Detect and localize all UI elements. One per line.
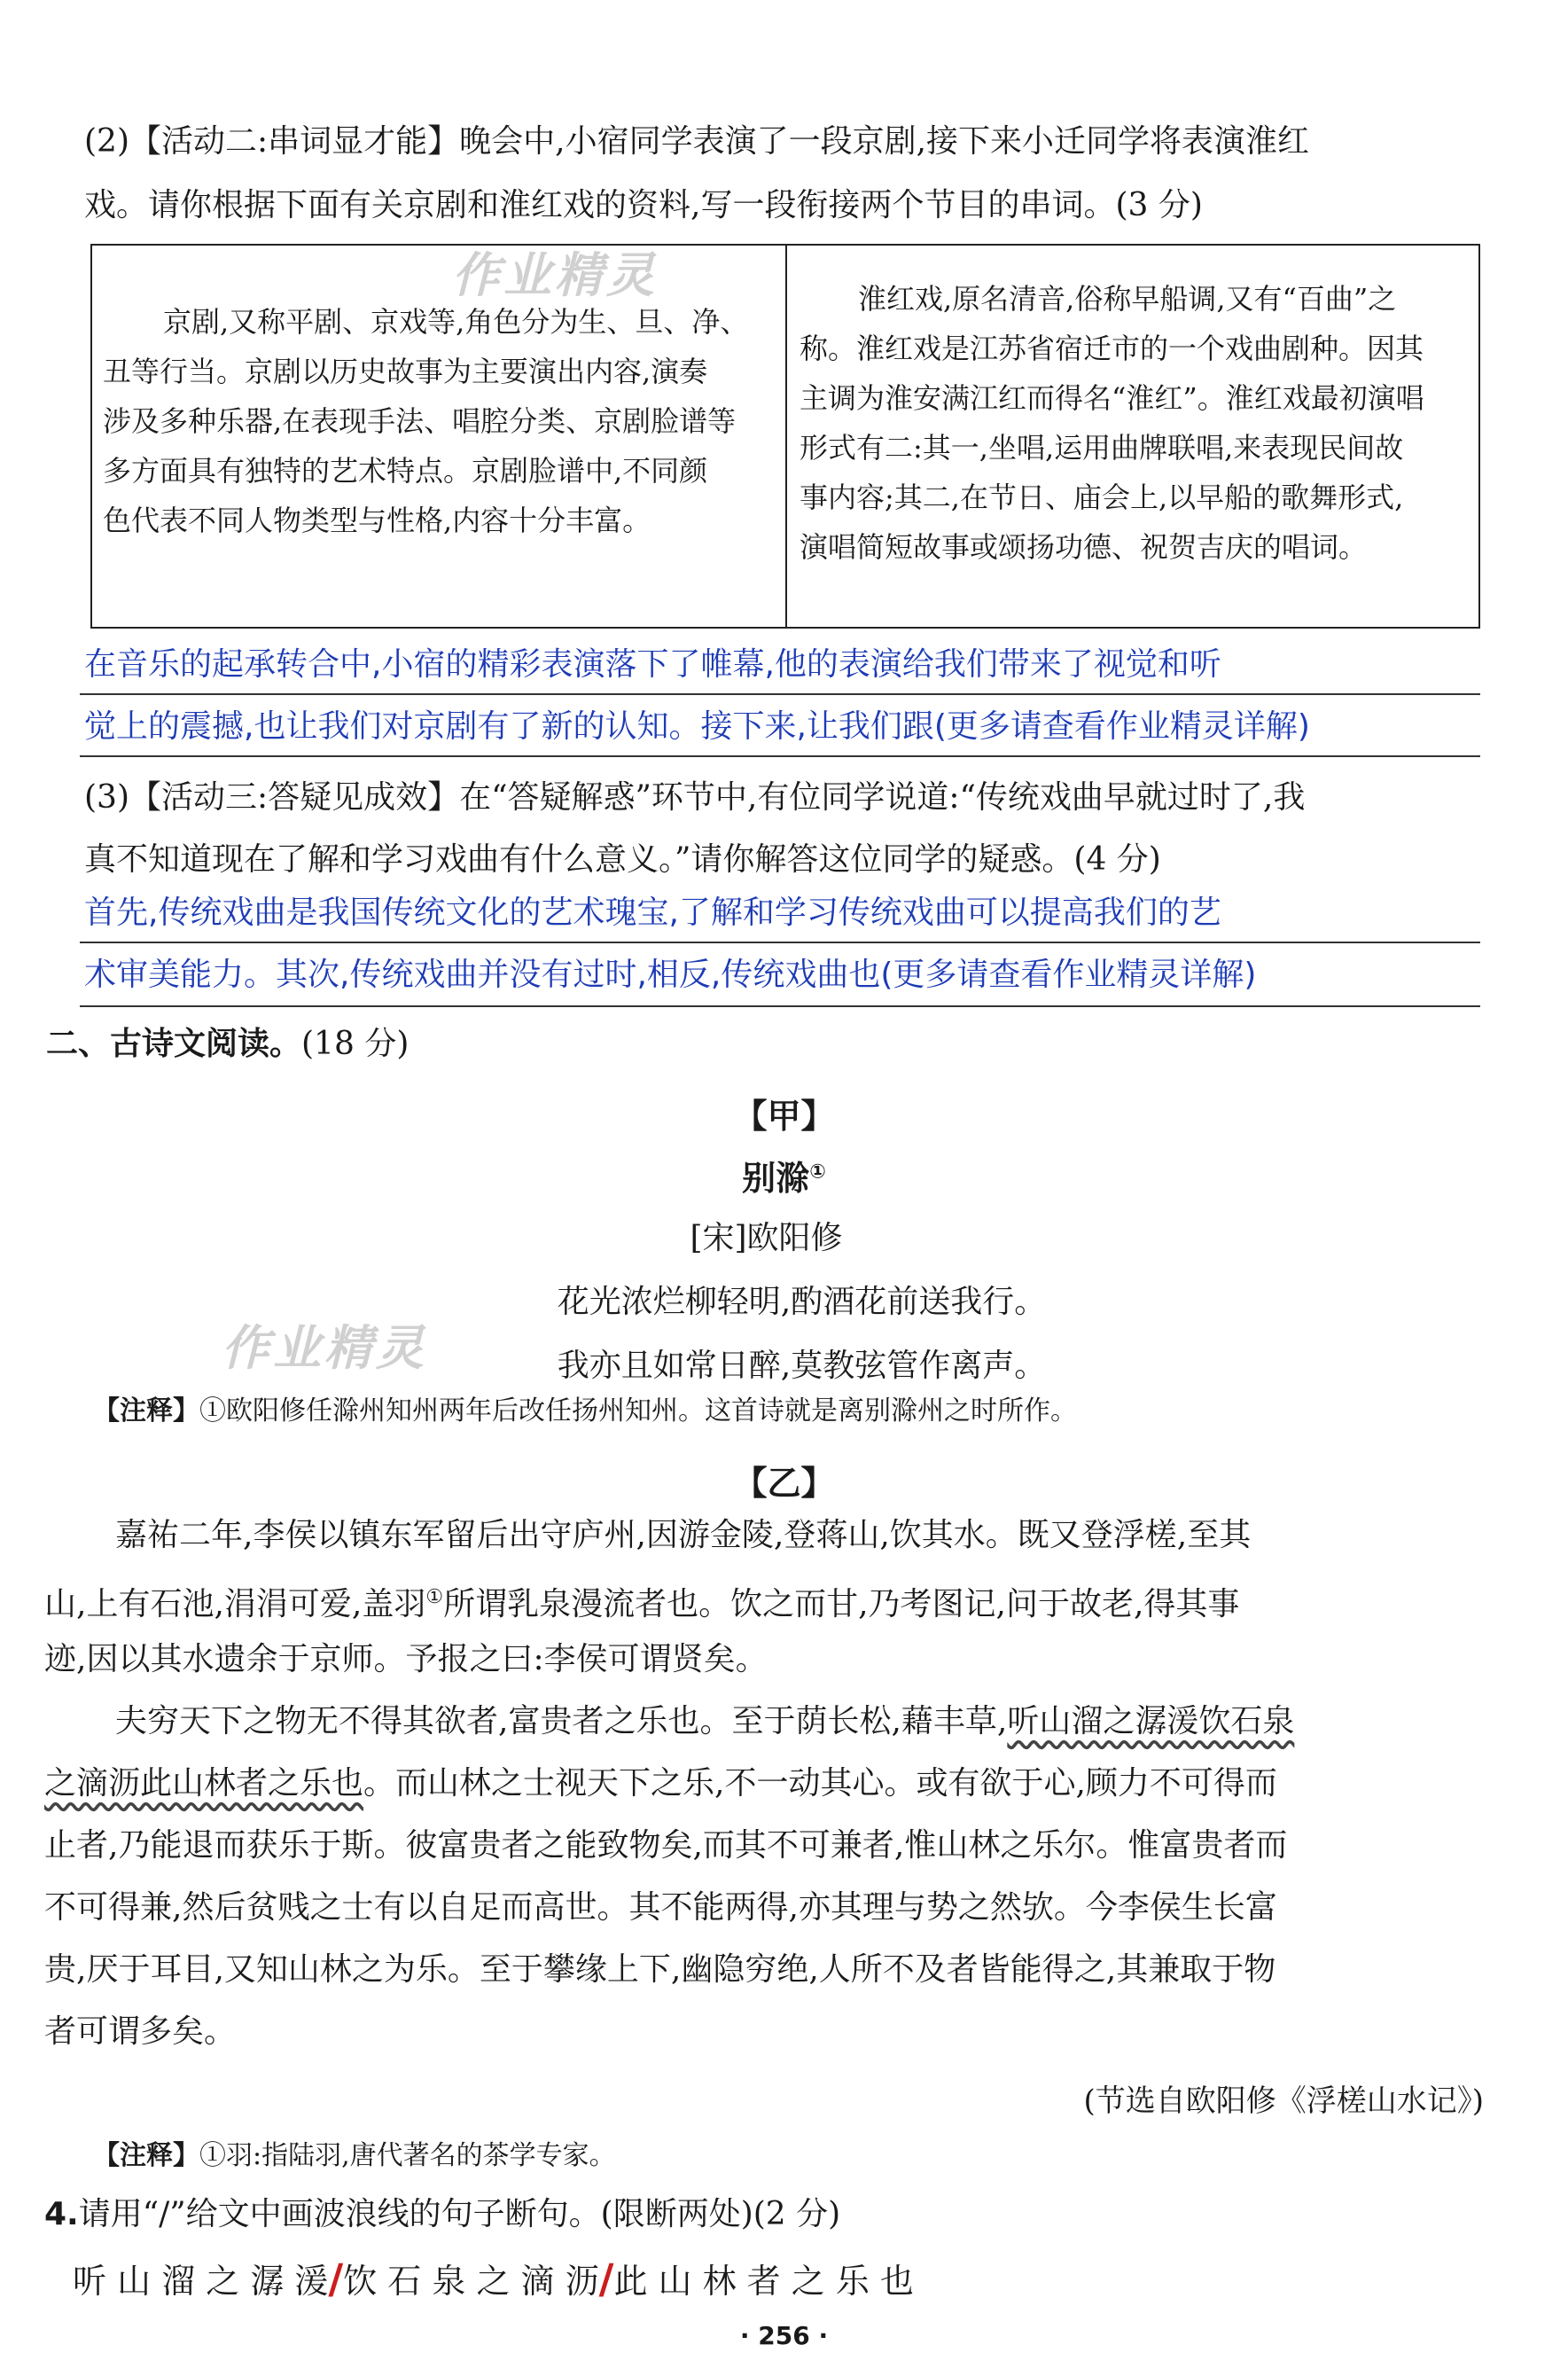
q3-answer-line2: 术审美能力。其次,传统戏曲并没有过时,相反,传统戏曲也(更多请查看作业精灵详解) xyxy=(84,957,1257,993)
break-mark: / xyxy=(598,2255,614,2302)
left-cell-line: 京剧,又称平剧、京戏等,角色分为生、旦、净、 xyxy=(163,305,749,339)
q3-prompt-line2: 真不知道现在了解和学习戏曲有什么意义。”请你解答这位同学的疑惑。(4 分) xyxy=(84,841,1161,878)
q3-prompt-line1: (3)【活动三:答疑见成效】在“答疑解惑”环节中,有位同学说道:“传统戏曲早就过时了,我 xyxy=(84,779,1306,816)
right-cell-line: 淮红戏,原名清音,俗称早船调,又有“百曲”之 xyxy=(858,282,1397,316)
watermark: 作业精灵 xyxy=(452,247,658,303)
answer-rule xyxy=(80,755,1480,757)
q4-number: 4. xyxy=(44,2196,79,2232)
right-cell-line: 称。淮红戏是江苏省宿迁市的一个戏曲剧种。因其 xyxy=(800,332,1424,365)
note-label: 【注释】 xyxy=(93,1395,199,1426)
watermark: 作业精灵 xyxy=(222,1320,427,1376)
poem-author: [宋]欧阳修 xyxy=(690,1220,843,1256)
yi-p2-line5: 贵,厌于耳目,又知山林之为乐。至于攀缘上下,幽隐穷绝,人所不及者皆能得之,其兼取于物 xyxy=(44,1951,1276,1988)
q4-text: 请用“/”给文中画波浪线的句子断句。(限断两处)(2 分) xyxy=(78,2196,841,2232)
huaihong-opera-cell xyxy=(787,274,1477,572)
poem-line2: 我亦且如常日醉,莫教弦管作离声。 xyxy=(557,1348,1047,1384)
yi-p1-line2-a: 山,上有石池,涓涓可爱,盖羽 xyxy=(44,1586,426,1622)
yi-p2-line6: 者可谓多矣。 xyxy=(44,2013,237,2050)
yi-note xyxy=(93,2138,616,2174)
right-cell-line: 事内容;其二,在节日、庙会上,以早船的歌舞形式, xyxy=(800,481,1404,514)
poem-note-mark: ① xyxy=(809,1161,826,1184)
q3-answer-line1: 首先,传统戏曲是我国传统文化的艺术瑰宝,了解和学习传统戏曲可以提高我们的艺 xyxy=(84,895,1221,931)
yi-p1-line1: 嘉祐二年,李侯以镇东军留后出守庐州,因游金陵,登蒋山,饮其水。既又登浮槎,至其 xyxy=(115,1517,1252,1553)
left-cell-line: 丑等行当。京剧以历史故事为主要演出内容,演奏 xyxy=(103,355,708,388)
q4-answer-part1: 听 山 溜 之 潺 湲 xyxy=(73,2262,329,2301)
yi-label: 【乙】 xyxy=(733,1464,835,1503)
yi-note-mark: ① xyxy=(425,1586,444,1608)
yi-p2-line2 xyxy=(44,1766,1277,1802)
q4-answer-part3: 此 山 林 者 之 乐 也 xyxy=(613,2262,914,2301)
q2-answer-line1: 在音乐的起承转合中,小宿的精彩表演落下了帷幕,他的表演给我们带来了视觉和听 xyxy=(84,646,1221,683)
yi-p1-line2-b: 所谓乳泉漫流者也。饮之而甘,乃考图记,问于故老,得其事 xyxy=(443,1586,1240,1622)
left-cell-line: 色代表不同人物类型与性格,内容十分丰富。 xyxy=(103,504,651,537)
q2-answer-line2: 觉上的震撼,也让我们对京剧有了新的认知。接下来,让我们跟(更多请查看作业精灵详解) xyxy=(84,708,1310,745)
page-number: · 256 · xyxy=(739,2321,829,2350)
material-table xyxy=(90,244,1480,629)
jia-label: 【甲】 xyxy=(733,1097,835,1136)
yi-p2-line1 xyxy=(115,1704,1294,1739)
q4-answer xyxy=(73,2255,914,2302)
wavy-underline-sentence: 听山溜之潺湲饮石泉 xyxy=(1007,1703,1295,1739)
yi-p2-line3: 止者,乃能退而获乐于斯。彼富贵者之能致物矣,而其不可兼者,惟山林之乐尔。惟富贵者而 xyxy=(44,1827,1288,1864)
q2-prompt-line2: 戏。请你根据下面有关京剧和淮红戏的资料,写一段衔接两个节目的串词。(3 分) xyxy=(84,187,1203,223)
section-score: (18 分) xyxy=(301,1026,410,1062)
q2-prompt-line1: (2)【活动二:串词显才能】晚会中,小宿同学表演了一段京剧,接下来小迁同学将表演淮红 xyxy=(84,123,1310,160)
right-cell-line: 主调为淮安满江红而得名“淮红”。淮红戏最初演唱 xyxy=(800,381,1424,415)
left-cell-line: 多方面具有独特的艺术特点。京剧脸谱中,不同颜 xyxy=(103,454,708,488)
note-text: ①欧阳修任滁州知州两年后改任扬州知州。这首诗就是离别滁州之时所作。 xyxy=(199,1395,1077,1426)
q4-answer-part2: 饮 石 泉 之 滴 沥 xyxy=(343,2262,599,2301)
section-heading xyxy=(46,1027,409,1062)
break-mark: / xyxy=(328,2255,344,2302)
right-cell-line: 形式有二:其一,坐唱,运用曲牌联唱,来表现民间故 xyxy=(800,431,1404,465)
peking-opera-cell xyxy=(92,297,784,545)
yi-p2-line4: 不可得兼,然后贫贱之士有以自足而高世。其不能两得,亦其理与势之然欤。今李侯生长富 xyxy=(44,1889,1277,1926)
section-title: 二、古诗文阅读。 xyxy=(46,1026,302,1062)
yi-p1-line3: 迹,因以其水遗余于京师。予报之曰:李侯可谓贤矣。 xyxy=(44,1641,768,1677)
answer-rule xyxy=(80,1005,1480,1007)
yi-p1-line2 xyxy=(44,1580,1239,1622)
answer-rule xyxy=(80,942,1480,943)
yi-p2-text: 。而山林之士视天下之乐,不一动其心。或有欲于心,顾力不可得而 xyxy=(363,1765,1277,1802)
poem-title-text: 别滁 xyxy=(742,1159,810,1198)
poem-title xyxy=(0,1151,1568,1200)
poem-line1: 花光浓烂柳轻明,酌酒花前送我行。 xyxy=(557,1284,1047,1320)
note-text: ①羽:指陆羽,唐代著名的茶学专家。 xyxy=(199,2140,616,2171)
right-cell-line: 演唱简短故事或颂扬功德、祝贺吉庆的唱词。 xyxy=(800,530,1368,564)
source-citation: (节选自欧阳修《浮槎山水记》) xyxy=(1083,2083,1484,2119)
left-cell-line: 涉及多种乐器,在表现手法、唱腔分类、京剧脸谱等 xyxy=(103,404,737,438)
jia-note xyxy=(93,1394,1077,1429)
note-label: 【注释】 xyxy=(93,2140,199,2171)
wavy-underline-sentence: 之滴沥此山林者之乐也 xyxy=(44,1765,364,1802)
answer-rule xyxy=(80,693,1480,695)
yi-p2-text: 夫穷天下之物无不得其欲者,富贵者之乐也。至于荫长松,藉丰草, xyxy=(115,1703,1008,1739)
q4-prompt xyxy=(44,2197,840,2232)
